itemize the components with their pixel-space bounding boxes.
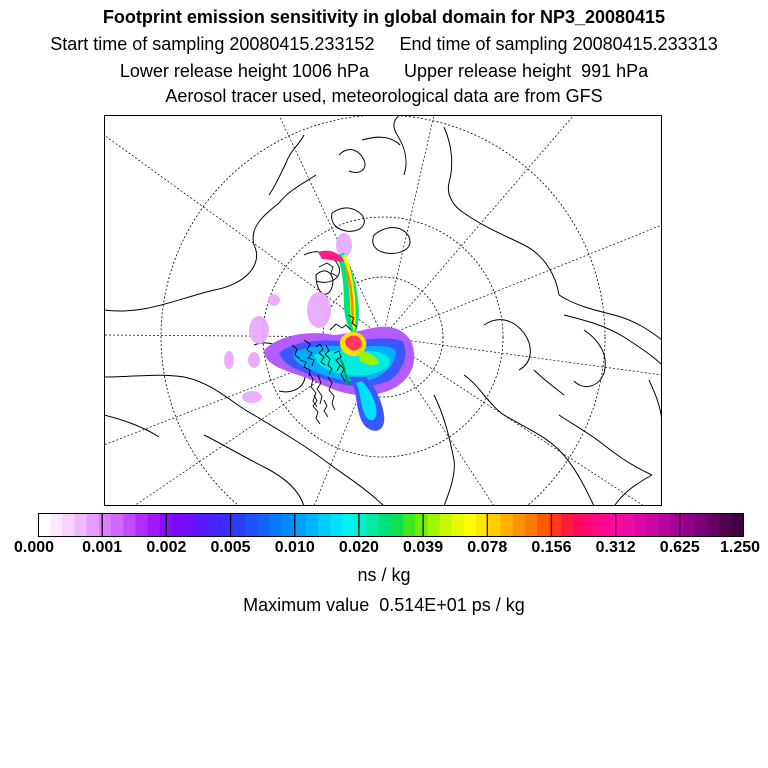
color-scale-swatch (379, 513, 392, 537)
color-scale-swatch (525, 513, 538, 537)
color-scale-swatch (537, 513, 550, 537)
release-height-line: Lower release height 1006 hPa Upper release height 991 hPa (119, 61, 649, 81)
color-scale-swatch (403, 513, 416, 537)
color-scale-swatch (574, 513, 587, 537)
color-scale-swatch (683, 513, 696, 537)
color-scale-swatch (233, 513, 246, 537)
sampling-time-line: Start time of sampling 20080415.233152 End time of sampling 20080415.233313 (50, 34, 718, 54)
color-scale-bar (38, 513, 744, 537)
color-scale-tick-label: 1.250 (719, 539, 761, 556)
color-scale-swatch (610, 513, 623, 537)
color-scale-swatch (561, 513, 574, 537)
color-scale-swatch (184, 513, 197, 537)
color-scale-swatch (111, 513, 124, 537)
color-scale-tick-label: 0.156 (531, 539, 572, 556)
color-scale-swatch (647, 513, 660, 537)
color-scale-swatch (196, 513, 209, 537)
color-scale-swatch (208, 513, 221, 537)
color-scale-swatch (269, 513, 282, 537)
color-scale-swatch (62, 513, 75, 537)
color-scale-swatch (294, 513, 307, 537)
color-scale-swatch (135, 513, 148, 537)
coastlines (104, 115, 662, 506)
color-scale-swatch (732, 513, 744, 537)
color-scale-tick-label: 0.020 (338, 539, 379, 556)
meridian-lines (104, 115, 662, 506)
color-scale-tick-label: 0.001 (82, 539, 123, 556)
color-scale-swatch (488, 513, 501, 537)
color-scale-swatch (342, 513, 355, 537)
color-scale-swatch (38, 513, 51, 537)
color-scale-swatch (148, 513, 161, 537)
polar-stereographic-map (104, 115, 662, 506)
color-scale-swatch (720, 513, 733, 537)
color-scale-swatch (391, 513, 404, 537)
color-scale-swatch (634, 513, 647, 537)
color-scale-swatch (281, 513, 294, 537)
color-scale-swatch (695, 513, 708, 537)
color-scale-swatch (671, 513, 684, 537)
color-scale-swatch (87, 513, 100, 537)
footprint-plume (224, 233, 414, 431)
color-scale-swatch (415, 513, 428, 537)
color-scale-swatch (707, 513, 720, 537)
color-scale-swatch (464, 513, 477, 537)
color-scale-swatch (99, 513, 112, 537)
color-scale-swatch (367, 513, 380, 537)
color-scale-tick-label: 0.078 (467, 539, 508, 556)
color-scale-swatch (221, 513, 234, 537)
color-scale-swatch (172, 513, 185, 537)
color-scale-swatch (50, 513, 63, 537)
color-scale-tick-label: 0.010 (274, 539, 315, 556)
color-scale-swatch (452, 513, 465, 537)
color-scale-swatch (257, 513, 270, 537)
color-scale-swatch (123, 513, 136, 537)
color-scale-swatch (440, 513, 453, 537)
color-scale-swatch (513, 513, 526, 537)
color-scale-tick-label: 0.002 (146, 539, 187, 556)
color-scale-swatch (622, 513, 635, 537)
color-scale-swatch (75, 513, 88, 537)
color-scale-swatch (659, 513, 672, 537)
tracer-info-line: Aerosol tracer used, meteorological data are from GFS (165, 86, 603, 106)
map-title: Footprint emission sensitivity in global domain for NP3_20080415 (102, 7, 666, 27)
color-scale-swatch (598, 513, 611, 537)
color-scale-swatch (245, 513, 258, 537)
color-scale-tick-label: 0.625 (659, 539, 700, 556)
color-scale-tick-label: 0.039 (403, 539, 444, 556)
color-scale-tick-label: 0.312 (595, 539, 636, 556)
maximum-value-label: Maximum value 0.514E+01 ps / kg (243, 595, 525, 615)
color-scale-swatch (501, 513, 514, 537)
color-scale-swatch (318, 513, 331, 537)
color-scale-swatch (306, 513, 319, 537)
color-scale-swatch (428, 513, 441, 537)
color-scale-tick-label: 0.005 (210, 539, 251, 556)
color-scale-swatch (330, 513, 343, 537)
color-scale-units: ns / kg (357, 565, 411, 585)
color-scale-swatch (586, 513, 599, 537)
color-scale-swatch (354, 513, 367, 537)
color-scale-tick-label: 0.000 (13, 539, 55, 556)
